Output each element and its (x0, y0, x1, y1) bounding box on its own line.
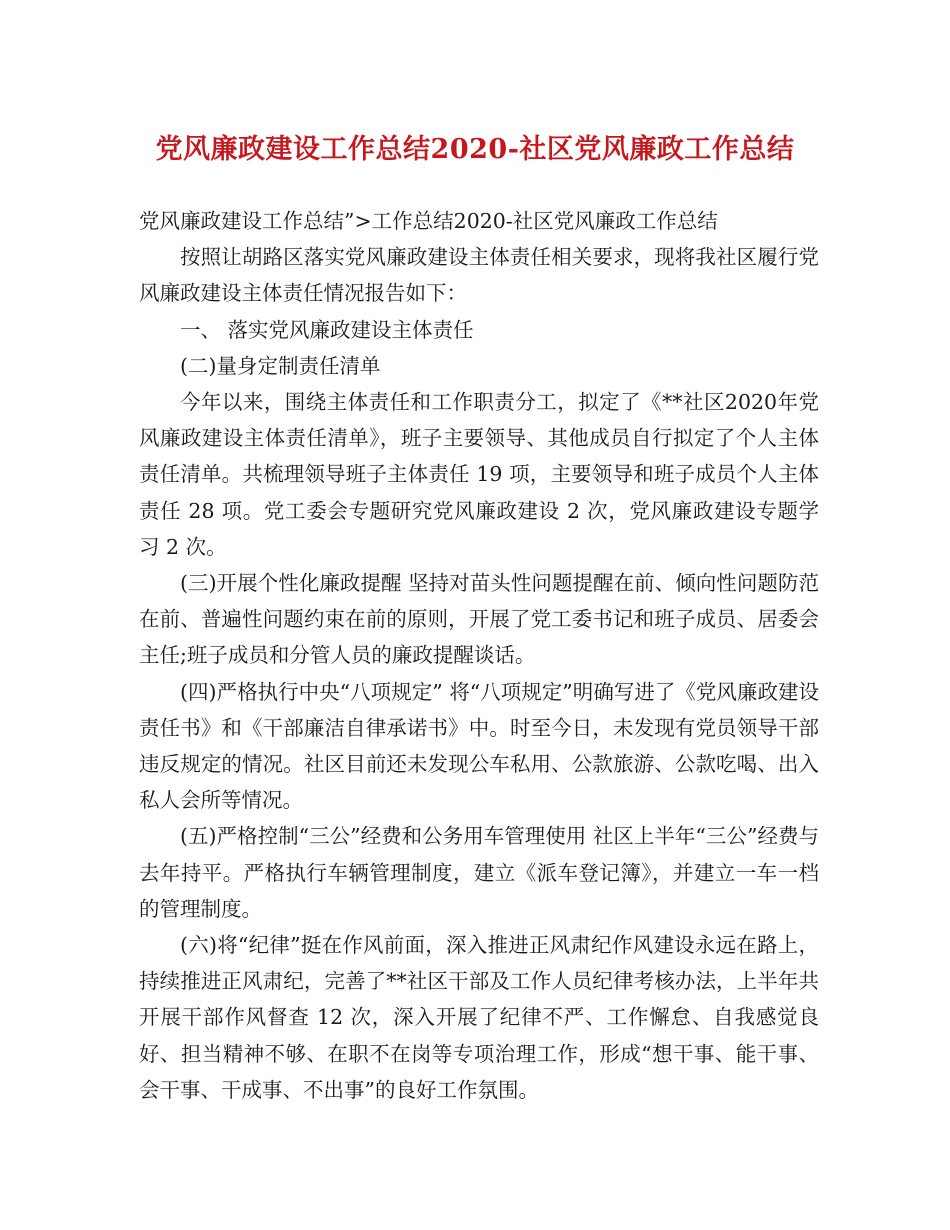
paragraph-subtitle: 党风廉政建设工作总结”>工作总结2020-社区党风廉政工作总结 (139, 209, 718, 233)
document-body (139, 203, 819, 1108)
section-heading-1: 一、 落实党风廉政建设主体责任 (180, 317, 474, 342)
paragraph-responsibility-list: 今年以来，围绕主体责任和工作职责分工，拟定了《**社区2020年党风廉政建设主体责任清单》，班子主要领导、其他成员自行拟定了个人主体责任清单。共梳理领导班子主体责任 19 项，主要领导和班子成员个人主体责任 28 项。党工委会专题研究党风廉政建设 2 次，党风廉政建设专题学习 2 次。 (139, 390, 819, 559)
subsection-heading-2: (二)量身定制责任清单 (180, 353, 381, 378)
paragraph-discipline: (六)将“纪律”挺在作风前面，深入推进正风肃纪作风建设永远在路上，持续推进正风肃纪，完善了**社区干部及工作人员纪律考核办法，上半年共开展干部作风督查 12 次，深入开展了纪律不严、工作懈怠、自我感觉良好、担当精神不够、在职不在岗等专项治理工作，形成“想干事、能干事、会干事、干成事、不出事”的良好工作氛围。 (139, 933, 819, 1102)
paragraph-three-public-expenses: (五)严格控制“三公”经费和公务用车管理使用 社区上半年“三公”经费与去年持平。严格执行车辆管理制度，建立《派车登记簿》，并建立一车一档的管理制度。 (139, 824, 819, 921)
paragraph-integrity-reminder: (三)开展个性化廉政提醒 坚持对苗头性问题提醒在前、倾向性问题防范在前、普遍性问题约束在前的原则，开展了党工委书记和班子成员、居委会主任;班子成员和分管人员的廉政提醒谈话。 (139, 571, 819, 668)
document-title: 党风廉政建设工作总结2020-社区党风廉政工作总结 (155, 134, 795, 165)
paragraph-eight-rules: (四)严格执行中央“八项规定” 将“八项规定”明确写进了《党风廉政建设责任书》和《干部廉洁自律承诺书》中。时至今日，未发现有党员领导干部违反规定的情况。社区目前还未发现公车私用、公款旅游、公款吃喝、出入私人会所等情况。 (139, 679, 819, 813)
paragraph-intro: 按照让胡路区落实党风廉政建设主体责任相关要求，现将我社区履行党风廉政建设主体责任情况报告如下： (139, 245, 819, 306)
